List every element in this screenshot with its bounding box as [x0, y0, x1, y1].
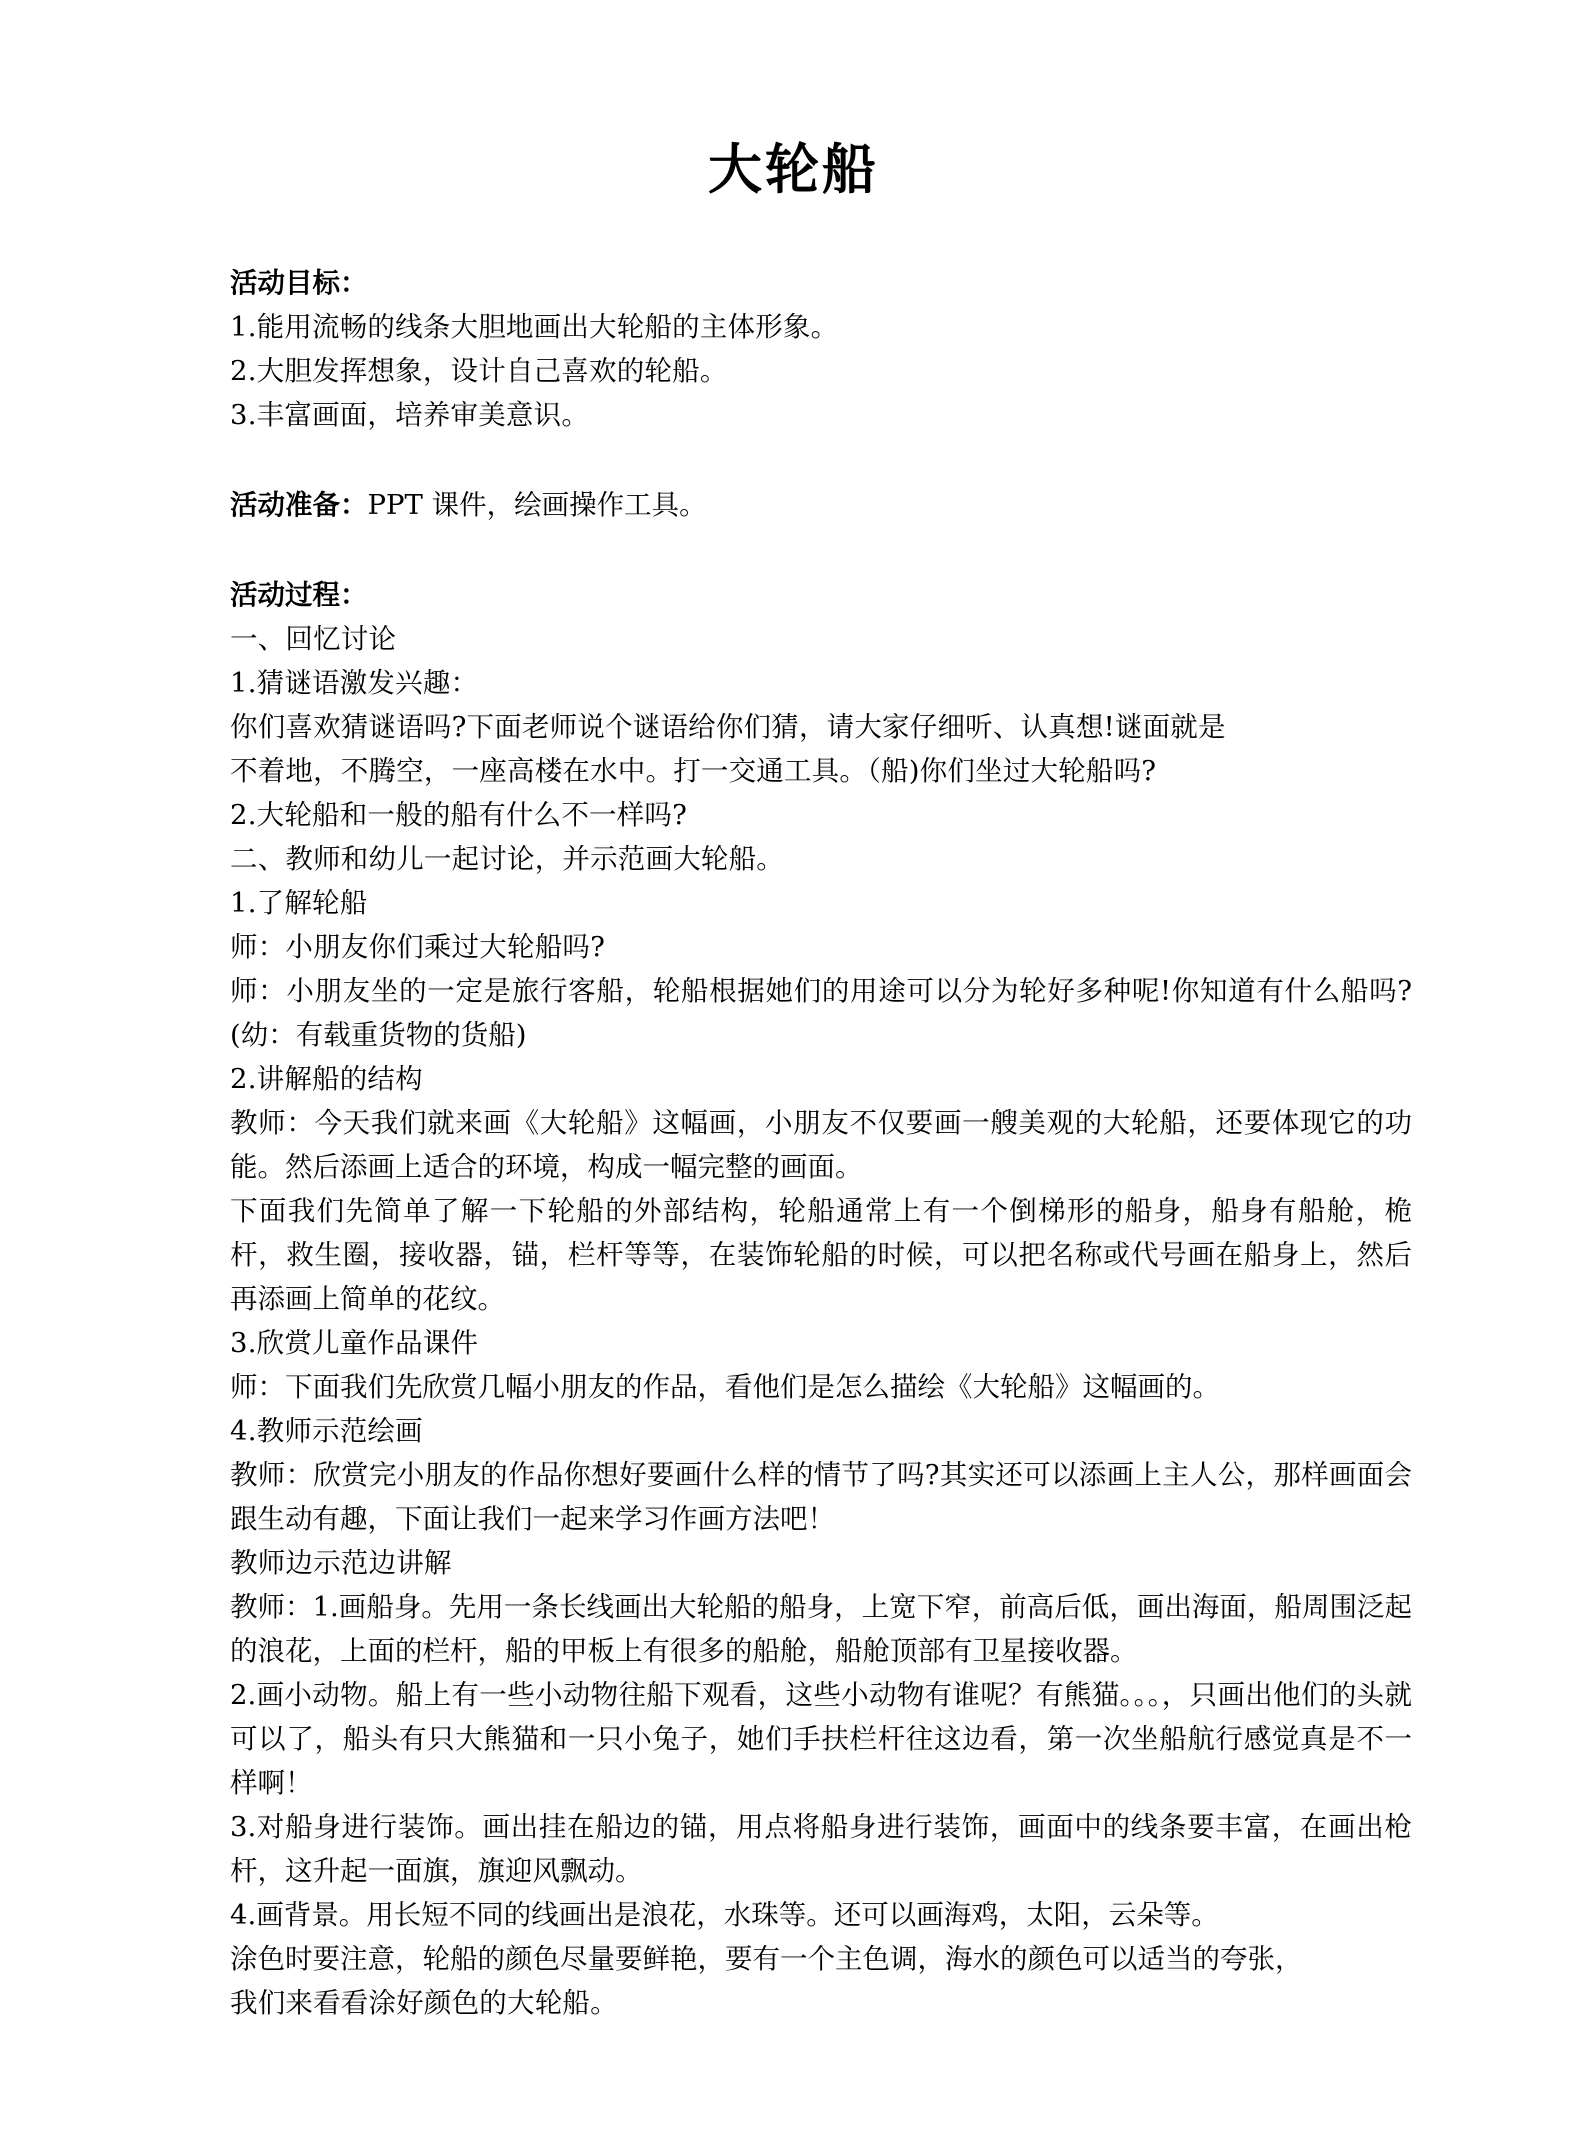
sub-1-heading: 1.了解轮船: [230, 887, 368, 920]
teacher-question-1: 师：小朋友你们乘过大轮船吗?: [230, 931, 606, 964]
preparation-heading: 活动准备：: [230, 489, 368, 522]
drawing-step-2: 2.画小动物。船上有一些小动物往船下观看，这些小动物有谁呢？有熊猫。。。，只画出他们的头就可以了，船头有只大熊猫和一只小兔子，她们手扶栏杆往这边看，第一次坐船航行感觉真是不一样啊！: [230, 1679, 1412, 1800]
drawing-step-3: 3.对船身进行装饰。画出挂在船边的锚，用点将船身进行装饰，画面中的线条要丰富，在画出枪杆，这升起一面旗，旗迎风飘动。: [230, 1811, 1412, 1888]
objective-item-3: 3.丰富画面，培养审美意识。: [230, 399, 590, 432]
spacer: [230, 527, 1412, 573]
sub-4-heading: 4.教师示范绘画: [230, 1415, 423, 1448]
spacer: [230, 437, 1412, 483]
riddle-intro: 你们喜欢猜谜语吗?下面老师说个谜语给你们猜，请大家仔细听、认真想!谜面就是: [230, 711, 1226, 744]
demo-heading: 教师边示范边讲解: [230, 1547, 452, 1580]
process-part-two-heading: 二、教师和幼儿一起讨论，并示范画大轮船。: [230, 843, 784, 876]
process-heading: 活动过程：: [230, 579, 368, 612]
teacher-paragraph-2: 下面我们先简单了解一下轮船的外部结构，轮船通常上有一个倒梯形的船身，船身有船舱，桅杆，救生圈，接收器，锚，栏杆等等，在装饰轮船的时候，可以把名称或代号画在船身上，然后再添画上简单的花纹。: [230, 1195, 1412, 1316]
closing-note-2: 我们来看看涂好颜色的大轮船。: [230, 1987, 618, 2020]
document-body: [0, 199, 1587, 2025]
objectives-section: [230, 261, 1412, 437]
teacher-paragraph-3: 师：下面我们先欣赏几幅小朋友的作品，看他们是怎么描绘《大轮船》这幅画的。: [230, 1371, 1220, 1404]
sub-2-heading: 2.讲解船的结构: [230, 1063, 423, 1096]
page-title: 大轮船: [708, 137, 879, 201]
process-section: [230, 573, 1412, 2025]
drawing-step-1: 教师：1.画船身。先用一条长线画出大轮船的船身，上宽下窄，前高后低，画出海面，船周围泛起的浪花，上面的栏杆，船的甲板上有很多的船舱，船舱顶部有卫星接收器。: [230, 1591, 1412, 1668]
sub-3-heading: 3.欣赏儿童作品课件: [230, 1327, 479, 1360]
preparation-line: [230, 483, 1412, 527]
preparation-text: PPT 课件，绘画操作工具。: [367, 489, 707, 522]
process-item-2: 2.大轮船和一般的船有什么不一样吗?: [230, 799, 688, 832]
spacer: [230, 199, 1412, 261]
teacher-paragraph-1: 教师：今天我们就来画《大轮船》这幅画，小朋友不仅要画一艘美观的大轮船，还要体现它的功能。然后添画上适合的环境，构成一幅完整的画面。: [230, 1107, 1412, 1184]
drawing-step-4: 4.画背景。用长短不同的线画出是浪花，水珠等。还可以画海鸡，太阳，云朵等。: [230, 1899, 1219, 1932]
teacher-paragraph-4: 教师：欣赏完小朋友的作品你想好要画什么样的情节了吗?其实还可以添画上主人公，那样画面会跟生动有趣，下面让我们一起来学习作画方法吧！: [230, 1459, 1412, 1536]
process-item-1-heading: 1.猜谜语激发兴趣：: [230, 667, 479, 700]
objectives-heading: 活动目标：: [230, 267, 368, 300]
preparation-section: [230, 483, 1412, 527]
teacher-question-2: 师：小朋友坐的一定是旅行客船，轮船根据她们的用途可以分为轮好多种呢!你知道有什么船吗?(幼：有载重货物的货船): [230, 975, 1412, 1052]
objective-item-2: 2.大胆发挥想象，设计自己喜欢的轮船。: [230, 355, 728, 388]
process-part-one-heading: 一、回忆讨论: [230, 623, 397, 656]
objective-item-1: 1.能用流畅的线条大胆地画出大轮船的主体形象。: [230, 311, 839, 344]
closing-note-1: 涂色时要注意，轮船的颜色尽量要鲜艳，要有一个主色调，海水的颜色可以适当的夸张，: [230, 1943, 1303, 1976]
riddle-body: 不着地，不腾空，一座高楼在水中。打一交通工具。（船)你们坐过大轮船吗?: [230, 755, 1157, 788]
